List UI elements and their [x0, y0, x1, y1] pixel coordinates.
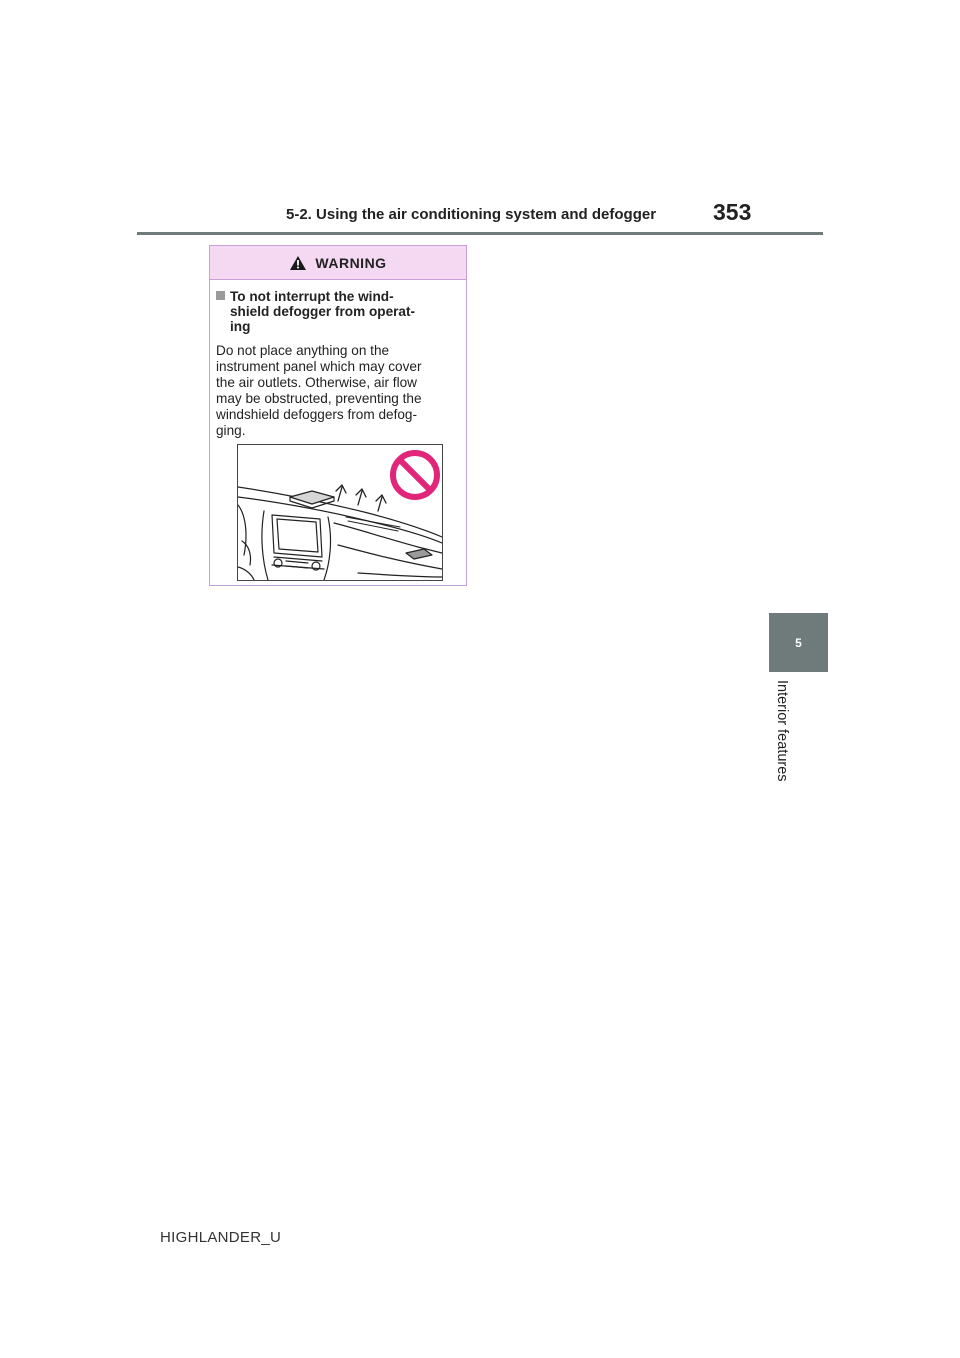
subheading-line: To not interrupt the wind-	[230, 289, 394, 304]
subheading-line: shield defogger from operat-	[230, 304, 416, 319]
body-line: ging.	[216, 423, 246, 438]
warning-body-text	[216, 343, 466, 439]
chapter-number: 5	[795, 635, 802, 650]
body-line: the air outlets. Otherwise, air flow	[216, 375, 417, 390]
dashboard-illustration	[237, 444, 443, 581]
bullet-square-icon	[216, 291, 225, 300]
dashboard-drawing	[238, 445, 442, 580]
warning-subheading	[216, 289, 466, 334]
body-line: Do not place anything on the	[216, 343, 390, 358]
chapter-label: Interior features	[774, 680, 790, 782]
body-line: windshield defoggers from defog-	[216, 407, 417, 422]
warning-triangle-icon	[289, 255, 307, 271]
footer-model-code: HIGHLANDER_U	[160, 1229, 282, 1246]
warning-box	[209, 245, 467, 586]
warning-body	[210, 289, 466, 439]
body-line: may be obstructed, preventing the	[216, 391, 422, 406]
warning-title: WARNING	[315, 254, 387, 271]
chapter-label-wrap	[772, 680, 792, 804]
chapter-tab	[769, 613, 828, 672]
section-title: 5-2. Using the air conditioning system and defogger	[286, 206, 657, 223]
body-line: instrument panel which may cover	[216, 359, 422, 374]
page-number: 353	[713, 199, 752, 225]
warning-header	[210, 246, 466, 280]
prohibition-icon	[393, 453, 437, 497]
header-divider	[137, 232, 823, 235]
subheading-line: ing	[230, 319, 251, 334]
